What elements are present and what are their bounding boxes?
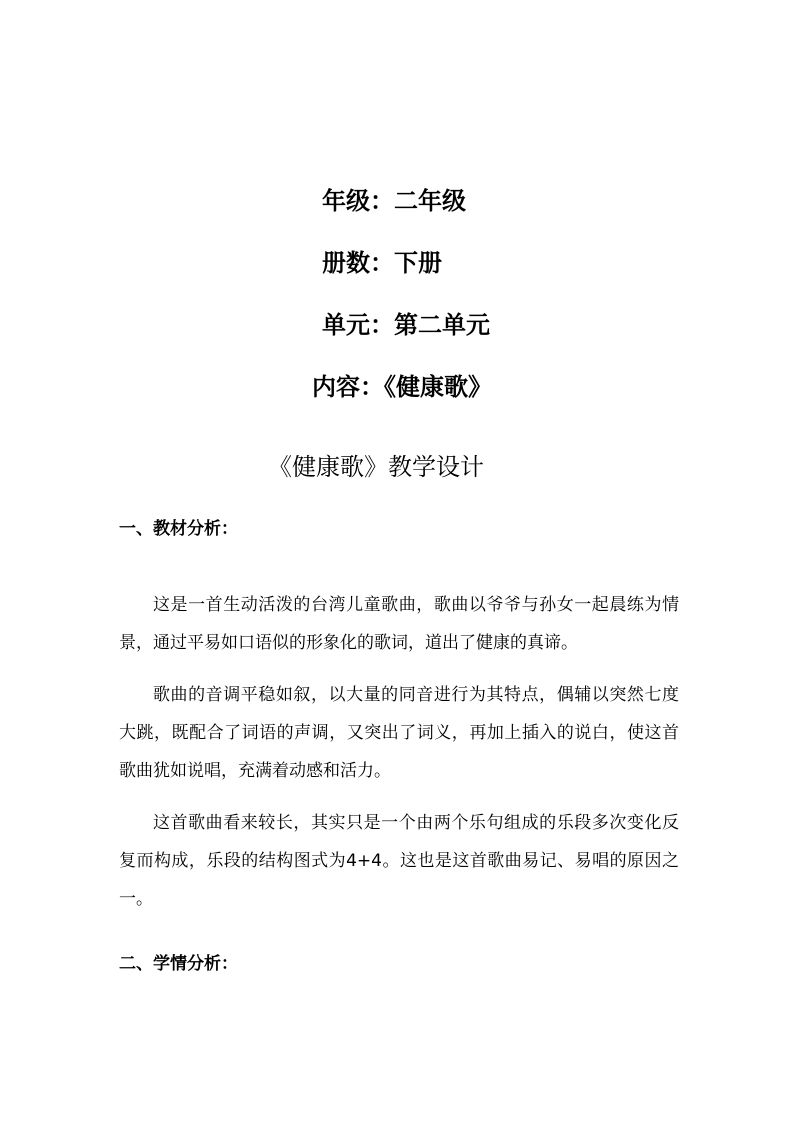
section-heading-textbook-analysis: 一、教材分析： [119,519,238,539]
meta-grade: 年级：二年级 [322,187,466,215]
paragraph-textbook-2: 歌曲的音调平稳如叙，以大量的同音进行为其特点，偶辅以突然七度大跳，既配合了词语的声调，又突出了词义，再加上插入的说白，使这首歌曲犹如说唱，充满着动感和活力。 [119,685,679,781]
meta-content: 内容：《健康歌》 [312,373,492,401]
meta-unit: 单元：第二单元 [322,311,490,339]
paragraph-textbook-1: 这是一首生动活泼的台湾儿童歌曲，歌曲以爷爷与孙女一起晨练为情景，通过平易如口语似的形象化的歌词，道出了健康的真谛。 [119,595,679,653]
section-heading-learner-analysis: 二、学情分析： [119,954,238,974]
paragraph-textbook-3: 这首歌曲看来较长，其实只是一个由两个乐句组成的乐段多次变化反复而构成，乐段的结构图式为4+4。这也是这首歌曲易记、易唱的原因之一。 [119,813,679,909]
document-title: 《健康歌》教学设计 [268,453,484,481]
meta-volume: 册数：下册 [322,249,442,277]
